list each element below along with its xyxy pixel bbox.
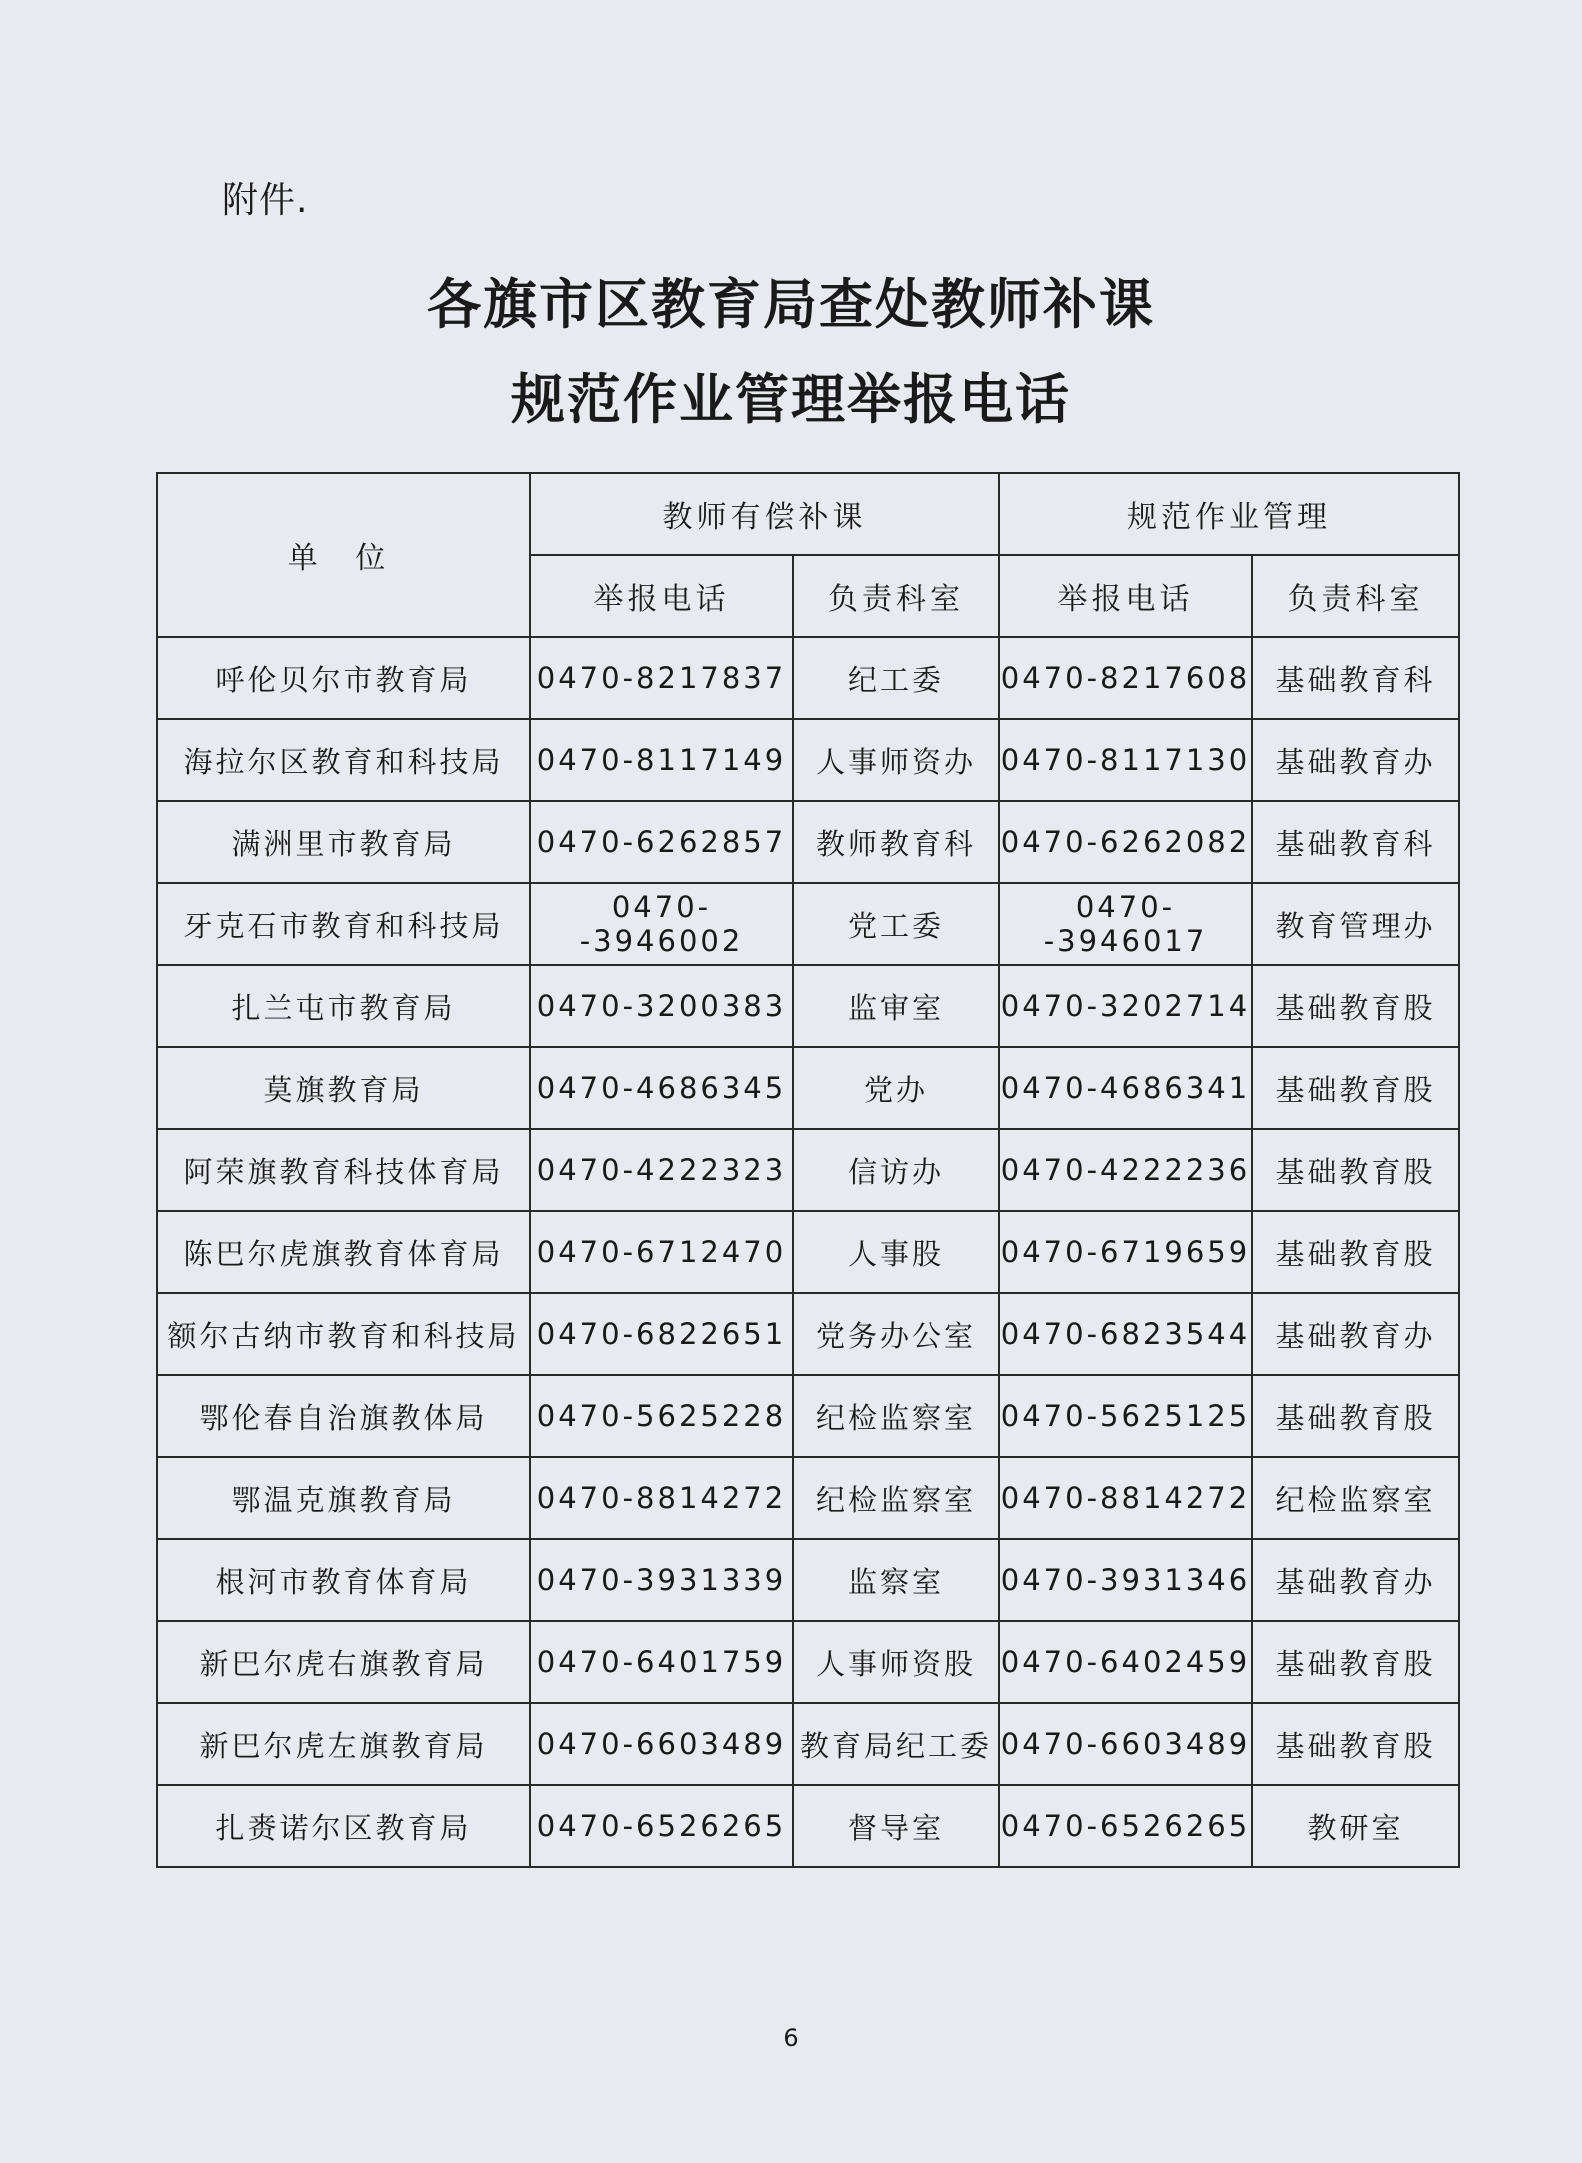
tutoring-responsible-dept: 纪工委 (793, 637, 999, 719)
table-row (157, 1211, 1459, 1293)
homework-responsible-dept: 基础教育股 (1252, 1211, 1459, 1293)
table-row (157, 1375, 1459, 1457)
table-row (157, 719, 1459, 801)
tutoring-responsible-dept: 人事股 (793, 1211, 999, 1293)
tutoring-report-phone: 0470-8217837 (530, 637, 793, 719)
tutoring-report-phone: 0470-4686345 (530, 1047, 793, 1129)
report-phone-header: 举报电话 (530, 555, 793, 637)
homework-report-phone: 0470-8217608 (999, 637, 1252, 719)
tutoring-responsible-dept: 人事师资办 (793, 719, 999, 801)
homework-report-phone: 0470-6823544 (999, 1293, 1252, 1375)
homework-responsible-dept: 基础教育科 (1252, 637, 1459, 719)
tutoring-responsible-dept: 教育局纪工委 (793, 1703, 999, 1785)
homework-report-phone: 0470-3202714 (999, 965, 1252, 1047)
tutoring-report-phone: 0470-6603489 (530, 1703, 793, 1785)
table-row (157, 1457, 1459, 1539)
unit-name: 新巴尔虎左旗教育局 (157, 1703, 530, 1785)
tutoring-report-phone: 0470--3946002 (530, 883, 793, 965)
unit-name: 牙克石市教育和科技局 (157, 883, 530, 965)
tutoring-responsible-dept: 纪检监察室 (793, 1457, 999, 1539)
tutoring-responsible-dept: 党工委 (793, 883, 999, 965)
unit-header: 单 位 (157, 473, 530, 637)
tutoring-report-phone: 0470-3200383 (530, 965, 793, 1047)
tutoring-responsible-dept: 纪检监察室 (793, 1375, 999, 1457)
unit-name: 莫旗教育局 (157, 1047, 530, 1129)
tutoring-report-phone: 0470-6401759 (530, 1621, 793, 1703)
homework-responsible-dept: 基础教育股 (1252, 1703, 1459, 1785)
tutoring-responsible-dept: 教师教育科 (793, 801, 999, 883)
table-row (157, 1539, 1459, 1621)
table-row (157, 1047, 1459, 1129)
homework-responsible-dept: 教研室 (1252, 1785, 1459, 1867)
table-row (157, 1293, 1459, 1375)
homework-management-header: 规范作业管理 (999, 473, 1459, 555)
unit-name: 海拉尔区教育和科技局 (157, 719, 530, 801)
homework-report-phone: 0470-6603489 (999, 1703, 1252, 1785)
unit-name: 呼伦贝尔市教育局 (157, 637, 530, 719)
homework-responsible-dept: 基础教育股 (1252, 965, 1459, 1047)
homework-report-phone: 0470-6262082 (999, 801, 1252, 883)
tutoring-report-phone: 0470-6526265 (530, 1785, 793, 1867)
page-title-line-2: 规范作业管理举报电话 (511, 368, 1071, 431)
unit-name: 满洲里市教育局 (157, 801, 530, 883)
unit-name: 阿荣旗教育科技体育局 (157, 1129, 530, 1211)
unit-name: 新巴尔虎右旗教育局 (157, 1621, 530, 1703)
tutoring-report-phone: 0470-3931339 (530, 1539, 793, 1621)
homework-report-phone: 0470-4222236 (999, 1129, 1252, 1211)
responsible-dept-header: 负责科室 (1252, 555, 1459, 637)
homework-report-phone: 0470-6719659 (999, 1211, 1252, 1293)
table-row (157, 637, 1459, 719)
report-phone-header: 举报电话 (999, 555, 1252, 637)
homework-report-phone: 0470-3931346 (999, 1539, 1252, 1621)
table-row (157, 1703, 1459, 1785)
tutoring-report-phone: 0470-8117149 (530, 719, 793, 801)
homework-report-phone: 0470-6402459 (999, 1621, 1252, 1703)
table-row (157, 1785, 1459, 1867)
unit-name: 根河市教育体育局 (157, 1539, 530, 1621)
tutoring-responsible-dept: 党办 (793, 1047, 999, 1129)
homework-responsible-dept: 基础教育科 (1252, 801, 1459, 883)
homework-responsible-dept: 基础教育股 (1252, 1621, 1459, 1703)
homework-report-phone: 0470-8814272 (999, 1457, 1252, 1539)
unit-name: 扎兰屯市教育局 (157, 965, 530, 1047)
homework-responsible-dept: 基础教育股 (1252, 1047, 1459, 1129)
tutoring-report-phone: 0470-8814272 (530, 1457, 793, 1539)
tutoring-responsible-dept: 督导室 (793, 1785, 999, 1867)
homework-responsible-dept: 基础教育办 (1252, 1539, 1459, 1621)
unit-name: 扎赉诺尔区教育局 (157, 1785, 530, 1867)
tutoring-report-phone: 0470-6262857 (530, 801, 793, 883)
homework-responsible-dept: 基础教育股 (1252, 1375, 1459, 1457)
table-row (157, 1621, 1459, 1703)
unit-name: 鄂伦春自治旗教体局 (157, 1375, 530, 1457)
hotline-table (156, 472, 1460, 1868)
tutoring-responsible-dept: 信访办 (793, 1129, 999, 1211)
tutoring-report-phone: 0470-4222323 (530, 1129, 793, 1211)
tutoring-report-phone: 0470-6822651 (530, 1293, 793, 1375)
table-row (157, 965, 1459, 1047)
responsible-dept-header: 负责科室 (793, 555, 999, 637)
table-row (157, 1129, 1459, 1211)
attachment-label: 附件. (222, 180, 309, 221)
table-row (157, 883, 1459, 965)
unit-name: 陈巴尔虎旗教育体育局 (157, 1211, 530, 1293)
homework-responsible-dept: 基础教育股 (1252, 1129, 1459, 1211)
tutoring-responsible-dept: 党务办公室 (793, 1293, 999, 1375)
page-title-line-1: 各旗市区教育局查处教师补课 (427, 273, 1155, 336)
homework-report-phone: 0470-5625125 (999, 1375, 1252, 1457)
homework-report-phone: 0470-4686341 (999, 1047, 1252, 1129)
homework-responsible-dept: 基础教育办 (1252, 719, 1459, 801)
tutoring-report-phone: 0470-6712470 (530, 1211, 793, 1293)
tutoring-responsible-dept: 监审室 (793, 965, 999, 1047)
paid-tutoring-header: 教师有偿补课 (530, 473, 999, 555)
unit-name: 额尔古纳市教育和科技局 (157, 1293, 530, 1375)
homework-responsible-dept: 教育管理办 (1252, 883, 1459, 965)
page-number: 6 (783, 2024, 799, 2052)
homework-report-phone: 0470-8117130 (999, 719, 1252, 801)
homework-responsible-dept: 纪检监察室 (1252, 1457, 1459, 1539)
table-row (157, 801, 1459, 883)
tutoring-report-phone: 0470-5625228 (530, 1375, 793, 1457)
homework-report-phone: 0470-6526265 (999, 1785, 1252, 1867)
header-row-groups (157, 473, 1459, 555)
tutoring-responsible-dept: 监察室 (793, 1539, 999, 1621)
homework-report-phone: 0470--3946017 (999, 883, 1252, 965)
unit-name: 鄂温克旗教育局 (157, 1457, 530, 1539)
tutoring-responsible-dept: 人事师资股 (793, 1621, 999, 1703)
homework-responsible-dept: 基础教育办 (1252, 1293, 1459, 1375)
